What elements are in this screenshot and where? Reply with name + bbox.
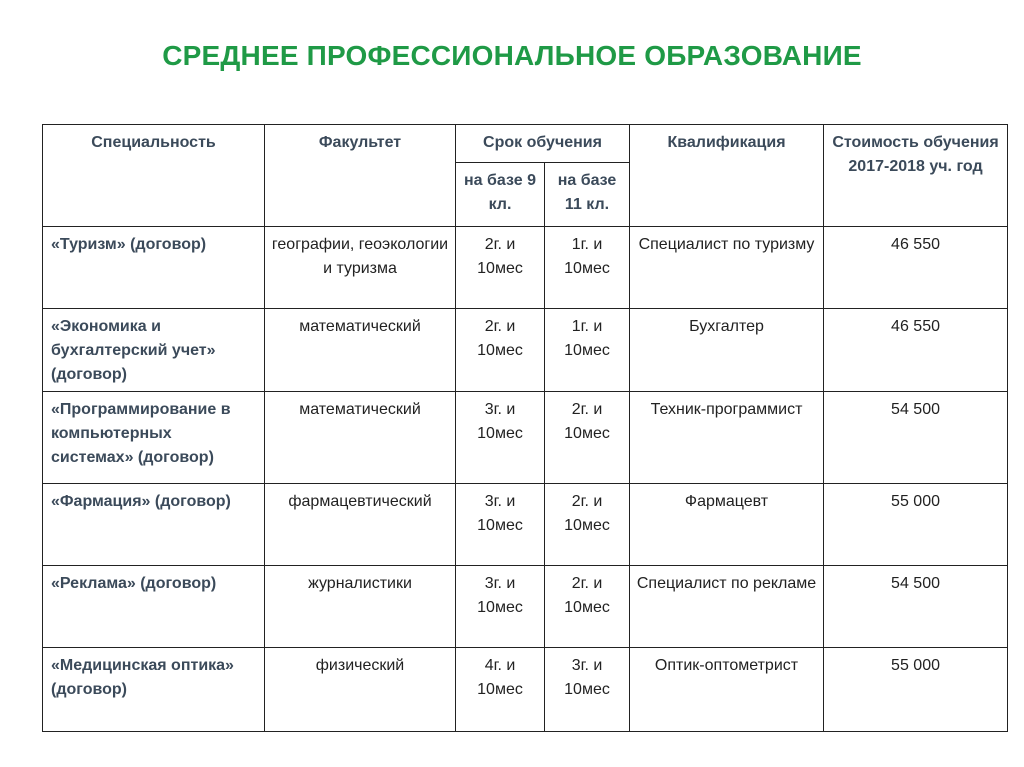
header-specialty: Специальность [43,125,265,227]
cell-cost: 46 550 [824,227,1008,309]
cell-cost: 55 000 [824,648,1008,732]
cell-specialty: «Фармация» (договор) [43,484,265,566]
table-row [43,227,1008,309]
cell-duration-base9: 4г. и 10мес [456,648,545,732]
cell-duration-base11: 1г. и 10мес [545,309,630,392]
header-duration-base9: на базе 9 кл. [456,163,545,227]
cell-cost: 46 550 [824,309,1008,392]
table-row [43,392,1008,484]
cell-qualification: Фармацевт [630,484,824,566]
cell-faculty: физический [265,648,456,732]
cell-qualification: Бухгалтер [630,309,824,392]
cell-faculty: фармацевтический [265,484,456,566]
table-body [43,227,1008,732]
cell-specialty: «Туризм» (договор) [43,227,265,309]
cell-cost: 54 500 [824,566,1008,648]
header-faculty: Факультет [265,125,456,227]
cell-duration-base9: 3г. и 10мес [456,566,545,648]
cell-duration-base11: 3г. и 10мес [545,648,630,732]
cell-qualification: Техник-программист [630,392,824,484]
cell-duration-base9: 3г. и 10мес [456,484,545,566]
cell-specialty: «Экономика и бухгалтерский учет» (договор) [43,309,265,392]
cell-qualification: Специалист по туризму [630,227,824,309]
cell-faculty: географии, геоэкологии и туризма [265,227,456,309]
cell-duration-base9: 2г. и 10мес [456,309,545,392]
cell-duration-base9: 2г. и 10мес [456,227,545,309]
table-row [43,484,1008,566]
cell-specialty: «Реклама» (договор) [43,566,265,648]
cell-cost: 55 000 [824,484,1008,566]
table-row [43,566,1008,648]
cell-cost: 54 500 [824,392,1008,484]
cell-specialty: «Медицинская оптика» (договор) [43,648,265,732]
cell-duration-base11: 1г. и 10мес [545,227,630,309]
cell-qualification: Специалист по рекламе [630,566,824,648]
cell-faculty: математический [265,392,456,484]
cell-duration-base9: 3г. и 10мес [456,392,545,484]
table-header-row [43,125,1008,163]
cell-duration-base11: 2г. и 10мес [545,392,630,484]
cell-specialty: «Программирование в компьютерных системах» (договор) [43,392,265,484]
header-duration-base11: на базе 11 кл. [545,163,630,227]
education-table [42,124,1008,732]
cell-duration-base11: 2г. и 10мес [545,484,630,566]
header-cost: Стоимость обучения 2017-2018 уч. год [824,125,1008,227]
page-title: СРЕДНЕЕ ПРОФЕССИОНАЛЬНОЕ ОБРАЗОВАНИЕ [162,40,862,71]
table-row [43,648,1008,732]
header-qualification: Квалификация [630,125,824,227]
cell-faculty: журналистики [265,566,456,648]
header-duration: Срок обучения [456,125,630,163]
cell-qualification: Оптик-оптометрист [630,648,824,732]
cell-duration-base11: 2г. и 10мес [545,566,630,648]
table-row [43,309,1008,392]
cell-faculty: математический [265,309,456,392]
